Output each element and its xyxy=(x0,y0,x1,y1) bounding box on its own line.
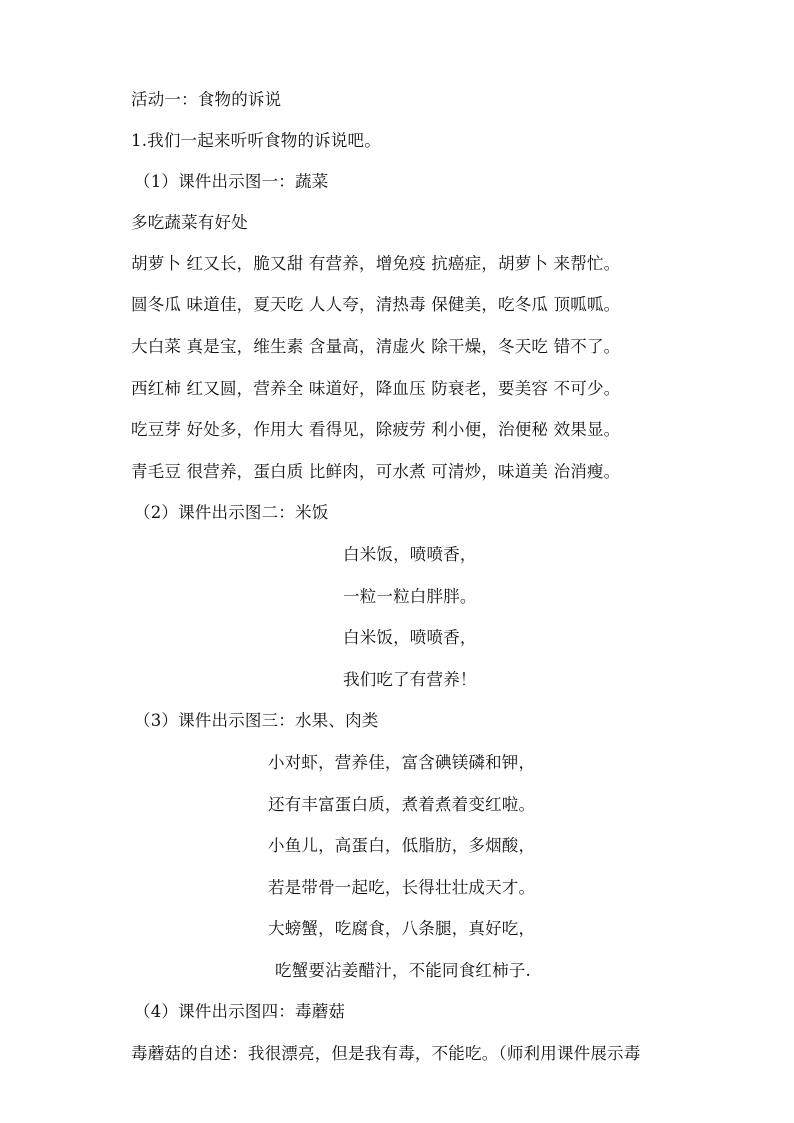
intro-line: 1.我们一起来听听食物的诉说吧。 xyxy=(131,131,381,150)
section-1-title: （1）课件出示图一：蔬菜 xyxy=(134,172,329,191)
veg-line: 胡萝卜 红又长，脆又甜 有营养，增免疫 抗癌症，胡萝卜 来帮忙。 xyxy=(131,254,621,273)
rice-poem-line: 一粒一粒白胖胖。 xyxy=(343,587,477,606)
meat-poem-line: 还有丰富蛋白质，煮着煮着变红啦。 xyxy=(268,795,536,814)
meat-poem-line: 大螃蟹，吃腐食，八条腿，真好吃， xyxy=(268,919,536,938)
rice-poem-line: 白米饭，喷喷香， xyxy=(343,628,477,647)
section-3-title: （3）课件出示图三：水果、肉类 xyxy=(134,711,379,730)
section-1-subtitle: 多吃蔬菜有好处 xyxy=(131,213,248,232)
veg-line: 青毛豆 很营养，蛋白质 比鲜肉，可水煮 可清炒，味道美 治消瘦。 xyxy=(131,462,621,481)
rice-poem-line: 我们吃了有营养！ xyxy=(343,670,477,689)
veg-line: 西红柿 红又圆，营养全 味道好，降血压 防衰老，要美容 不可少。 xyxy=(131,379,621,398)
rice-poem-line: 白米饭，喷喷香， xyxy=(343,545,477,564)
veg-line: 圆冬瓜 味道佳，夏天吃 人人夸，清热毒 保健美，吃冬瓜 顶呱呱。 xyxy=(131,295,621,314)
section-4-title: （4）课件出示图四：毒蘑菇 xyxy=(134,1002,346,1021)
veg-line: 大白菜 真是宝，维生素 含量高，清虚火 除干燥，冬天吃 错不了。 xyxy=(131,337,621,356)
meat-poem-line: 若是带骨一起吃，长得壮壮成天才。 xyxy=(268,878,536,897)
meat-poem-line: 吃蟹要沾姜醋汁，不能同食红柿子. xyxy=(275,961,531,980)
meat-poem-line: 小对虾，营养佳，富含碘镁磷和钾， xyxy=(268,753,536,772)
meat-poem-line: 小鱼儿，高蛋白，低脂肪，多烟酸， xyxy=(268,836,536,855)
mushroom-text: 毒蘑菇的自述：我很漂亮，但是我有毒，不能吃。（师利用课件展示毒 xyxy=(131,1044,641,1063)
section-2-title: （2）课件出示图二：米饭 xyxy=(134,503,329,522)
veg-line: 吃豆芽 好处多，作用大 看得见，除疲劳 利小便，治便秘 效果显。 xyxy=(131,420,621,439)
activity-heading: 活动一：食物的诉说 xyxy=(131,90,282,109)
